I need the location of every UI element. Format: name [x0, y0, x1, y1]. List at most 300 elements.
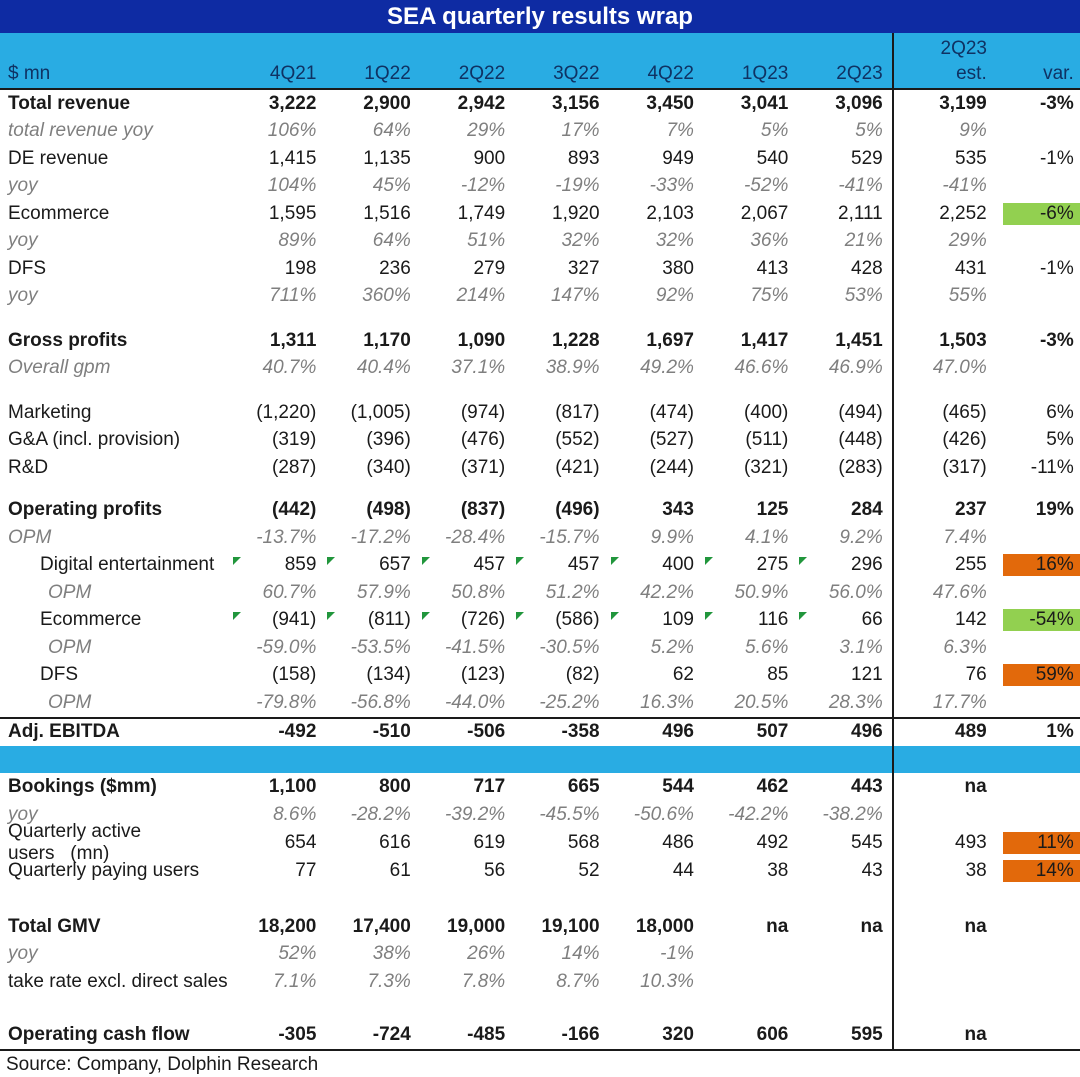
value-cell: 51.2% — [545, 581, 600, 603]
value-cell: 1,516 — [363, 202, 411, 224]
value-cell: -28.4% — [444, 526, 506, 548]
value-cell: 800 — [379, 776, 411, 797]
estimate-divider-line — [892, 33, 894, 1049]
value-cell: 619 — [473, 832, 506, 853]
value-cell: -510 — [372, 721, 411, 743]
value-cell: 92% — [655, 285, 694, 307]
row-label: Bookings ($mm) — [8, 776, 157, 797]
variance-cell: 59% — [1003, 664, 1080, 686]
value-cell: -506 — [467, 721, 506, 743]
table-row — [0, 634, 1080, 662]
column-header-est-quarter: 2Q23 — [940, 38, 987, 59]
column-header-quarter: 2Q23 — [836, 63, 883, 84]
value-cell: 1,228 — [552, 329, 600, 351]
value-cell: 85 — [767, 664, 789, 686]
estimate-cell: 255 — [955, 554, 987, 576]
value-cell: 8.6% — [273, 804, 317, 825]
value-cell: 462 — [756, 776, 789, 797]
value-cell: -15.7% — [539, 526, 600, 548]
value-cell: 37.1% — [451, 357, 506, 379]
value-cell: (811) — [326, 609, 420, 631]
value-cell: (371) — [460, 456, 506, 478]
value-cell: 7.8% — [461, 970, 506, 992]
row-label: DE revenue — [8, 147, 109, 169]
value-cell: -33% — [649, 175, 694, 197]
value-cell: (421) — [555, 456, 600, 478]
row-label: yoy — [8, 175, 38, 197]
value-cell: 1,311 — [269, 329, 317, 351]
value-cell: 1,749 — [457, 202, 506, 224]
row-spacer — [0, 482, 1080, 497]
value-cell: 38 — [767, 860, 789, 881]
estimate-cell: 17.7% — [932, 691, 987, 713]
column-header-quarter: 3Q22 — [553, 63, 600, 84]
value-cell: 26% — [467, 943, 506, 965]
value-cell: 236 — [379, 257, 411, 279]
value-cell: (498) — [366, 499, 411, 521]
value-cell: -41.5% — [444, 636, 506, 658]
value-cell: 717 — [473, 776, 506, 797]
variance-cell: 16% — [1003, 554, 1080, 576]
table-row — [0, 689, 1080, 717]
value-cell: 3.1% — [839, 636, 883, 658]
value-cell: 2,111 — [838, 202, 883, 224]
comment-triangle-icon — [327, 612, 335, 620]
value-cell: -53.5% — [350, 636, 411, 658]
estimate-cell: 2,252 — [939, 202, 987, 224]
value-cell: 9.2% — [839, 526, 883, 548]
value-cell: 214% — [456, 285, 506, 307]
value-cell: 507 — [756, 721, 789, 743]
table-row — [0, 1021, 1080, 1049]
value-cell: -38.2% — [822, 804, 883, 825]
value-cell: -485 — [467, 1023, 506, 1045]
table-row — [0, 857, 1080, 885]
value-cell: -1% — [660, 943, 694, 965]
row-spacer — [0, 310, 1080, 327]
value-cell: 53% — [844, 285, 883, 307]
value-cell: 38% — [372, 943, 411, 965]
value-cell: (511) — [745, 429, 789, 451]
quarter-headers — [232, 63, 893, 85]
row-label: Operating cash flow — [8, 1023, 190, 1045]
value-cell: 7.1% — [273, 970, 317, 992]
value-cell: -45.5% — [539, 804, 600, 825]
value-cell: 5.2% — [650, 636, 694, 658]
value-cell: 14% — [561, 943, 600, 965]
column-header-row — [0, 60, 1080, 88]
column-header-band — [0, 33, 1080, 90]
value-cell: 18,000 — [635, 915, 694, 937]
value-cell: 657 — [326, 554, 420, 576]
table-row — [0, 228, 1080, 256]
table-row — [0, 145, 1080, 173]
row-label: yoy — [8, 943, 38, 965]
table-row — [0, 773, 1080, 801]
estimate-cell: 431 — [955, 257, 987, 279]
value-cell: -39.2% — [444, 804, 506, 825]
row-label: Quarterly active users (mn) — [8, 821, 142, 864]
value-cell: -305 — [278, 1023, 317, 1045]
value-cell: 121 — [851, 664, 883, 686]
comment-triangle-icon — [799, 612, 807, 620]
value-cell: 595 — [851, 1023, 883, 1045]
value-cell: 20.5% — [734, 691, 789, 713]
estimate-cell: 6.3% — [943, 636, 987, 658]
table-row — [0, 552, 1080, 580]
table-row — [0, 90, 1080, 118]
value-cell: 496 — [851, 721, 883, 743]
value-cell: 125 — [756, 499, 789, 521]
value-cell: (1,220) — [256, 401, 317, 423]
value-cell: 147% — [550, 285, 600, 307]
variance-cell: -6% — [1003, 203, 1080, 225]
value-cell: -724 — [372, 1023, 411, 1045]
value-cell: -13.7% — [256, 526, 317, 548]
value-cell: 40.7% — [262, 357, 317, 379]
value-cell: 2,103 — [646, 202, 694, 224]
value-cell: 529 — [851, 147, 883, 169]
estimate-cell: 237 — [955, 499, 987, 521]
comment-triangle-icon — [705, 612, 713, 620]
column-header-quarter: 4Q22 — [647, 63, 694, 84]
value-cell: 606 — [756, 1023, 789, 1045]
value-cell: 16.3% — [640, 691, 694, 713]
value-cell: (817) — [555, 401, 600, 423]
value-cell: 284 — [851, 499, 883, 521]
table-row — [0, 454, 1080, 482]
value-cell: 42.2% — [640, 581, 694, 603]
estimate-cell: 535 — [955, 147, 987, 169]
value-cell: 44 — [672, 860, 694, 881]
variance-cell: -1% — [1039, 257, 1074, 279]
value-cell: (496) — [555, 499, 600, 521]
value-cell: 900 — [473, 147, 506, 169]
value-cell: 50.8% — [451, 581, 506, 603]
value-cell: 428 — [851, 257, 883, 279]
value-cell: 545 — [851, 832, 883, 853]
value-cell: 7.3% — [367, 970, 411, 992]
comment-triangle-icon — [799, 557, 807, 565]
column-header-quarter: 4Q21 — [269, 63, 317, 84]
estimate-cell: 47.0% — [932, 357, 987, 379]
value-cell: -17.2% — [350, 526, 411, 548]
row-label: OPM — [48, 691, 92, 713]
value-cell: 4.1% — [745, 526, 789, 548]
table-row — [0, 524, 1080, 552]
column-header-var: var. — [1043, 63, 1074, 84]
value-cell: 10.3% — [640, 970, 694, 992]
value-cell: 28.3% — [828, 691, 883, 713]
value-cell: 45% — [372, 175, 411, 197]
value-cell: 9.9% — [650, 526, 694, 548]
value-cell: (396) — [366, 429, 411, 451]
value-cell: (1,005) — [350, 401, 411, 423]
table-row — [0, 173, 1080, 201]
value-cell: 1,090 — [457, 329, 506, 351]
value-cell: (319) — [272, 429, 317, 451]
value-cell: -79.8% — [256, 691, 317, 713]
value-cell: -492 — [278, 721, 317, 743]
table-title: SEA quarterly results wrap — [0, 0, 1080, 33]
value-cell: 5% — [760, 120, 789, 142]
row-label: Overall gpm — [8, 357, 111, 379]
comment-triangle-icon — [705, 557, 713, 565]
value-cell: 17,400 — [352, 915, 411, 937]
table-row — [0, 255, 1080, 283]
row-label: Adj. EBITDA — [8, 721, 120, 743]
row-label: yoy — [8, 285, 38, 307]
row-label: OPM — [8, 526, 52, 548]
value-cell: 3,450 — [646, 92, 694, 114]
row-spacer — [0, 382, 1080, 399]
value-cell: 327 — [567, 257, 600, 279]
table-row — [0, 821, 1080, 864]
estimate-cell: 489 — [955, 721, 987, 743]
value-cell: -41% — [838, 175, 883, 197]
value-cell: 198 — [284, 257, 317, 279]
table-row — [0, 579, 1080, 607]
value-cell: -52% — [743, 175, 789, 197]
value-cell: 492 — [756, 832, 789, 853]
table-row — [0, 200, 1080, 228]
row-label: Gross profits — [8, 329, 128, 351]
value-cell: 893 — [567, 147, 600, 169]
section-divider-band — [0, 746, 1080, 773]
estimate-cell: na — [964, 915, 987, 937]
value-cell: (494) — [838, 401, 883, 423]
variance-cell: 14% — [1003, 860, 1080, 882]
comment-triangle-icon — [611, 612, 619, 620]
value-cell: 275 — [704, 554, 798, 576]
value-cell: 568 — [567, 832, 600, 853]
value-cell: 279 — [473, 257, 506, 279]
value-cell: (941) — [232, 609, 326, 631]
value-cell: 19,000 — [447, 915, 506, 937]
value-cell: 17% — [561, 120, 600, 142]
estimate-cell: 47.6% — [932, 581, 987, 603]
value-cell: 413 — [756, 257, 789, 279]
value-cell: (442) — [272, 499, 317, 521]
row-label: total revenue yoy — [8, 120, 153, 142]
row-label: OPM — [48, 581, 92, 603]
value-cell: 109 — [610, 609, 704, 631]
table-row — [0, 968, 1080, 996]
value-cell: (400) — [743, 401, 789, 423]
estimate-cell: 38 — [965, 860, 987, 881]
value-cell: 400 — [610, 554, 704, 576]
value-cell: 52% — [278, 943, 317, 965]
value-cell: 62 — [672, 664, 694, 686]
value-cell: (123) — [460, 664, 506, 686]
table-row — [0, 497, 1080, 525]
comment-triangle-icon — [611, 557, 619, 565]
value-cell: (134) — [366, 664, 411, 686]
value-cell: 457 — [515, 554, 609, 576]
table-row — [0, 941, 1080, 969]
row-label: DFS — [40, 664, 78, 686]
value-cell: 38.9% — [545, 357, 600, 379]
comment-triangle-icon — [327, 557, 335, 565]
value-cell: 5% — [855, 120, 883, 142]
comment-triangle-icon — [422, 612, 430, 620]
value-cell: 1,100 — [268, 776, 317, 797]
value-cell: 654 — [284, 832, 317, 853]
estimate-cell: 1,503 — [939, 329, 987, 351]
value-cell: 2,942 — [457, 92, 506, 114]
row-label: DFS — [8, 257, 46, 279]
value-cell: 56 — [484, 860, 506, 881]
column-header-quarter: 2Q22 — [458, 63, 506, 84]
value-cell: -25.2% — [539, 691, 600, 713]
table-row — [0, 913, 1080, 941]
value-cell: 457 — [421, 554, 515, 576]
value-cell: (476) — [460, 429, 506, 451]
value-cell: 5.6% — [745, 636, 789, 658]
variance-cell: 6% — [1046, 401, 1074, 423]
table-row — [0, 717, 1080, 747]
value-cell: 1,417 — [740, 329, 789, 351]
value-cell: (726) — [421, 609, 515, 631]
value-cell: 1,920 — [552, 202, 600, 224]
value-cell: 104% — [267, 175, 317, 197]
value-cell: 29% — [467, 120, 506, 142]
value-cell: 66 — [798, 609, 892, 631]
estimate-cell: na — [964, 776, 987, 797]
value-cell: 949 — [662, 147, 694, 169]
value-cell: 380 — [662, 257, 694, 279]
value-cell: -166 — [561, 1023, 600, 1045]
value-cell: 3,156 — [552, 92, 600, 114]
value-cell: 60.7% — [262, 581, 317, 603]
value-cell: 296 — [798, 554, 892, 576]
comment-triangle-icon — [233, 557, 241, 565]
value-cell: 64% — [372, 230, 411, 252]
value-cell: (974) — [460, 401, 506, 423]
value-cell: na — [766, 915, 789, 937]
estimate-cell: 9% — [959, 120, 987, 142]
comment-triangle-icon — [233, 612, 241, 620]
value-cell: 56.0% — [828, 581, 883, 603]
value-cell: 1,135 — [363, 147, 411, 169]
value-cell: 32% — [655, 230, 694, 252]
variance-cell: -1% — [1039, 147, 1074, 169]
row-label: Total revenue — [8, 92, 131, 114]
row-label: yoy — [8, 230, 38, 252]
value-cell: -50.6% — [633, 804, 694, 825]
value-cell: 2,900 — [363, 92, 411, 114]
row-label: Quarterly paying users — [8, 860, 200, 881]
row-spacer — [0, 996, 1080, 1021]
value-cell: 21% — [844, 230, 883, 252]
column-header-est: est. — [956, 63, 987, 84]
value-cell: -28.2% — [350, 804, 411, 825]
value-cell: (287) — [272, 456, 317, 478]
table-body — [0, 90, 1080, 1049]
value-cell: 1,697 — [646, 329, 694, 351]
value-cell: (474) — [649, 401, 694, 423]
variance-cell: 11% — [1003, 832, 1080, 854]
value-cell: 1,415 — [268, 147, 317, 169]
value-cell: 50.9% — [734, 581, 789, 603]
value-cell: 46.6% — [734, 357, 789, 379]
value-cell: (837) — [460, 499, 506, 521]
value-cell: 8.7% — [556, 970, 600, 992]
estimate-cell: 76 — [965, 664, 987, 686]
value-cell: 36% — [750, 230, 789, 252]
table-row — [0, 607, 1080, 635]
value-cell: (552) — [555, 429, 600, 451]
estimate-cell: 493 — [955, 832, 987, 853]
value-cell: 616 — [379, 832, 411, 853]
value-cell: (283) — [838, 456, 883, 478]
row-label: Total GMV — [8, 915, 101, 937]
estimate-cell: -41% — [942, 175, 987, 197]
value-cell: 57.9% — [356, 581, 411, 603]
value-cell: 32% — [561, 230, 600, 252]
source-note: Source: Company, Dolphin Research — [0, 1049, 1080, 1077]
value-cell: -30.5% — [539, 636, 600, 658]
value-cell: (244) — [649, 456, 694, 478]
value-cell: (158) — [272, 664, 317, 686]
table-row — [0, 283, 1080, 311]
value-cell: 540 — [756, 147, 789, 169]
value-cell: -19% — [555, 175, 600, 197]
variance-cell: -11% — [1030, 456, 1074, 478]
table-row — [0, 327, 1080, 355]
estimate-cell: (426) — [942, 429, 987, 451]
value-cell: (586) — [515, 609, 609, 631]
value-cell: 116 — [704, 609, 798, 631]
value-cell: -42.2% — [728, 804, 789, 825]
value-cell: 46.9% — [828, 357, 883, 379]
unit-label: $ mn — [8, 63, 51, 84]
value-cell: 18,200 — [258, 915, 317, 937]
row-label: OPM — [48, 636, 92, 658]
value-cell: 859 — [232, 554, 326, 576]
comment-triangle-icon — [516, 612, 524, 620]
row-label: Marketing — [8, 401, 92, 423]
row-label: Ecommerce — [40, 609, 142, 631]
row-label: Ecommerce — [8, 202, 110, 224]
value-cell: -44.0% — [444, 691, 506, 713]
value-cell: 3,096 — [835, 92, 883, 114]
variance-cell: 5% — [1046, 429, 1074, 451]
value-cell: 360% — [362, 285, 411, 307]
estimate-cell: 3,199 — [939, 92, 987, 114]
value-cell: 51% — [467, 230, 506, 252]
value-cell: 343 — [662, 499, 694, 521]
value-cell: 1,595 — [268, 202, 317, 224]
column-header-top-row — [0, 33, 1080, 60]
estimate-cell: 55% — [948, 285, 987, 307]
row-spacer — [0, 885, 1080, 913]
table-row — [0, 662, 1080, 690]
value-cell: 75% — [750, 285, 789, 307]
value-cell: 665 — [567, 776, 600, 797]
table-row — [0, 427, 1080, 455]
row-label: Operating profits — [8, 499, 163, 521]
row-label: R&D — [8, 456, 49, 478]
column-header-quarter: 1Q23 — [741, 63, 789, 84]
comment-triangle-icon — [516, 557, 524, 565]
comment-triangle-icon — [422, 557, 430, 565]
value-cell: -59.0% — [256, 636, 317, 658]
table-row — [0, 118, 1080, 146]
table-row — [0, 355, 1080, 383]
value-cell: 49.2% — [640, 357, 694, 379]
value-cell: (527) — [649, 429, 694, 451]
